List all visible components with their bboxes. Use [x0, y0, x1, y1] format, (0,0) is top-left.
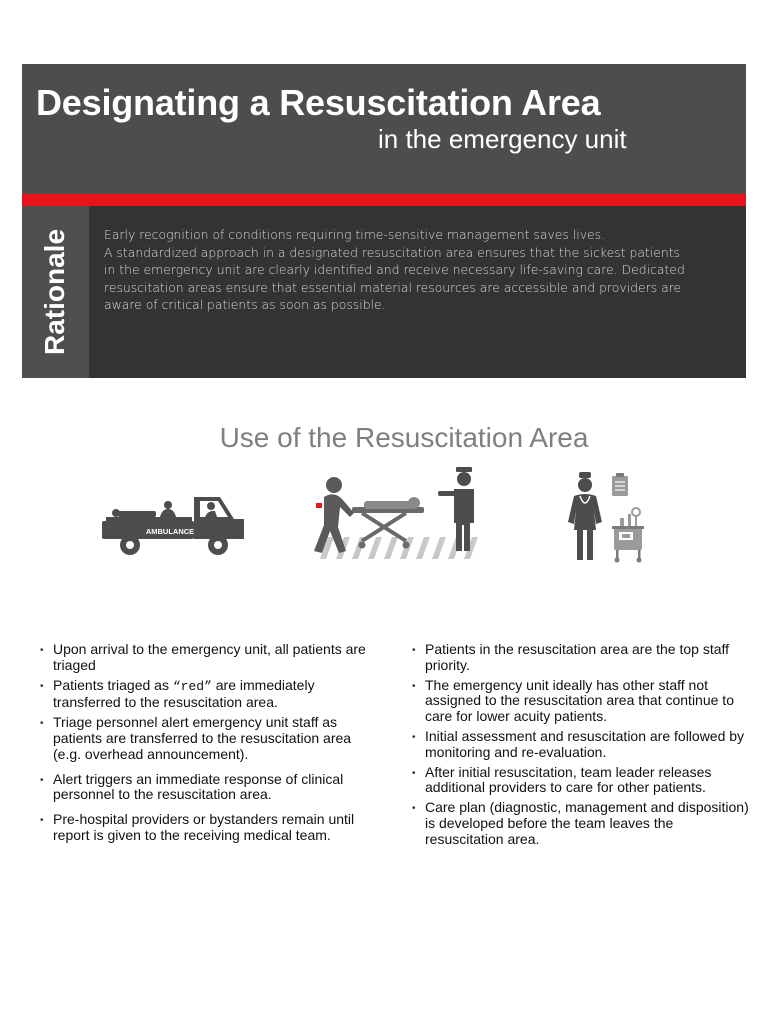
- list-item: • After initial resuscitation, team leader releases additional providers to care for other patients.: [410, 765, 750, 797]
- ambulance-label: AMBULANCE: [145, 527, 195, 536]
- rationale-line: in the emergency unit are clearly identified and receive necessary life-saving care. Dedicated: [104, 262, 685, 278]
- list-item: • Alert triggers an immediate response of clinical personnel to the resuscitation area.: [38, 772, 378, 804]
- list-item: [38, 678, 378, 711]
- rationale-line: aware of critical patients as soon as possible.: [104, 297, 386, 313]
- list-item: • Upon arrival to the emergency unit, all patients are triaged: [38, 642, 378, 674]
- right-bullet-list: [410, 642, 750, 852]
- ambulance-icon: [100, 493, 246, 557]
- nurse-icon: [566, 470, 650, 564]
- rationale-line: Early recognition of conditions requiring time-sensitive management saves lives.: [104, 227, 606, 242]
- page-subtitle: in the emergency unit: [378, 124, 627, 154]
- section-title: Use of the Resuscitation Area: [219, 422, 589, 453]
- list-item: • Patients in the resuscitation area are the top staff priority.: [410, 642, 750, 674]
- list-item: • Care plan (diagnostic, management and disposition) is developed before the team leaves the resuscitation area.: [410, 800, 750, 847]
- rationale-line: resuscitation areas ensure that essential material resources are accessible and providers are: [104, 279, 682, 295]
- red-code-text: “red”: [172, 679, 212, 695]
- rationale-label: Rationale: [39, 228, 70, 356]
- rationale-tab: [22, 206, 89, 378]
- list-item: • Triage personnel alert emergency unit staff as patients are transferred to the resuscitation area (e.g. overhead announcement).: [38, 715, 378, 762]
- list-item: • Initial assessment and resuscitation are followed by monitoring and re-evaluation.: [410, 729, 750, 761]
- bullet-text: are immediately transferred to the resuscitation area.: [53, 677, 315, 710]
- bullet-text: Patients triaged as: [53, 677, 173, 694]
- list-item: • Pre-hospital providers or bystanders remain until report is given to the receiving medical team.: [38, 812, 378, 844]
- page-title: Designating a Resuscitation Area: [36, 82, 601, 123]
- rationale-text: [104, 226, 734, 314]
- clipboard-icon: [612, 473, 628, 496]
- rationale-panel: [22, 206, 746, 378]
- header-banner: [22, 64, 746, 194]
- left-bullet-list: [38, 642, 378, 848]
- stretcher-transfer-icon: [306, 465, 486, 561]
- rationale-line: A standardized approach in a designated resuscitation area ensures that the sickest patients: [104, 244, 681, 260]
- monitor-cart-icon: [612, 508, 644, 563]
- list-item: • The emergency unit ideally has other staff not assigned to the resuscitation area that continue to care for lower acuity patients.: [410, 678, 750, 725]
- red-divider-bar: [22, 194, 746, 206]
